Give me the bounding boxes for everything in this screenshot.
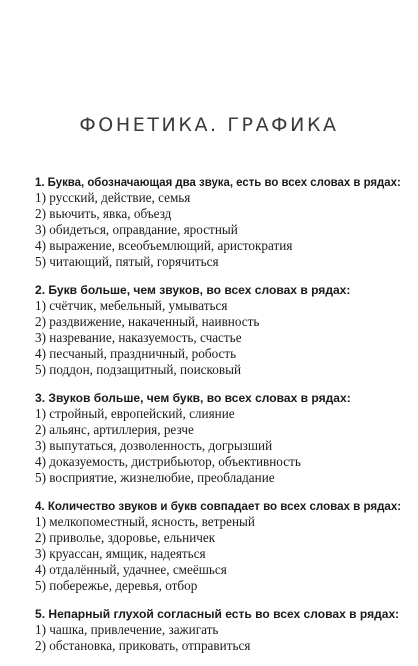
answer-option: 1) стройный, европейский, слияние bbox=[35, 406, 235, 421]
questions-list bbox=[35, 174, 405, 666]
answer-option: 5) читающий, пятый, горячиться bbox=[35, 254, 219, 269]
question-prompt: 3. Звуков больше, чем букв, во всех словах в рядах: bbox=[35, 391, 351, 405]
answer-option: 2) альянс, артиллерия, резче bbox=[35, 422, 194, 437]
question-prompt: 1. Буква, обозначающая два звука, есть во всех словах в рядах: bbox=[35, 175, 401, 189]
question-block bbox=[35, 390, 405, 486]
answer-option: 4) отдалённый, удачнее, смеёшься bbox=[35, 562, 227, 577]
answer-option: 2) обстановка, приковать, отправиться bbox=[35, 638, 251, 653]
answer-option: 4) доказуемость, дистрибьютор, объективность bbox=[35, 454, 301, 469]
page-title: ФОНЕТИКА. ГРАФИКА bbox=[79, 114, 339, 136]
answer-option: 4) выражение, всеобъемлющий, аристократия bbox=[35, 238, 293, 253]
question-block bbox=[35, 282, 405, 378]
question-prompt: 2. Букв больше, чем звуков, во всех словах в рядах: bbox=[35, 283, 351, 297]
question-prompt: 5. Непарный глухой согласный есть во всех словах в рядах: bbox=[35, 607, 400, 621]
answer-option: 3) выпутаться, дозволенность, догрызший bbox=[35, 438, 273, 453]
answer-option: 5) восприятие, жизнелюбие, преобладание bbox=[35, 470, 275, 485]
answer-option: 3) назревание, наказуемость, счастье bbox=[35, 330, 242, 345]
answer-option: 1) мелкопоместный, ясность, ветреный bbox=[35, 514, 255, 529]
question-block bbox=[35, 174, 405, 270]
question-prompt: 4. Количество звуков и букв совпадает во всех словах в рядах: bbox=[35, 499, 402, 513]
answer-option: 2) раздвижение, накаченный, наивность bbox=[35, 314, 260, 329]
answer-option: 2) вьючить, явка, объезд bbox=[35, 206, 172, 221]
question-block bbox=[35, 606, 405, 654]
answer-option: 1) чашка, привлечение, зажигать bbox=[35, 622, 219, 637]
answer-option: 3) обидеться, оправдание, яростный bbox=[35, 222, 238, 237]
answer-option: 5) поддон, подзащитный, поисковый bbox=[35, 362, 242, 377]
answer-option: 4) песчаный, праздничный, робость bbox=[35, 346, 237, 361]
answer-option: 1) счётчик, мебельный, умываться bbox=[35, 298, 228, 313]
answer-option: 5) побережье, деревья, отбор bbox=[35, 578, 198, 593]
answer-option: 1) русский, действие, семья bbox=[35, 190, 191, 205]
question-block bbox=[35, 498, 405, 594]
answer-option: 2) приволье, здоровье, ельничек bbox=[35, 530, 216, 545]
answer-option: 3) круассан, ямщик, надеяться bbox=[35, 546, 206, 561]
